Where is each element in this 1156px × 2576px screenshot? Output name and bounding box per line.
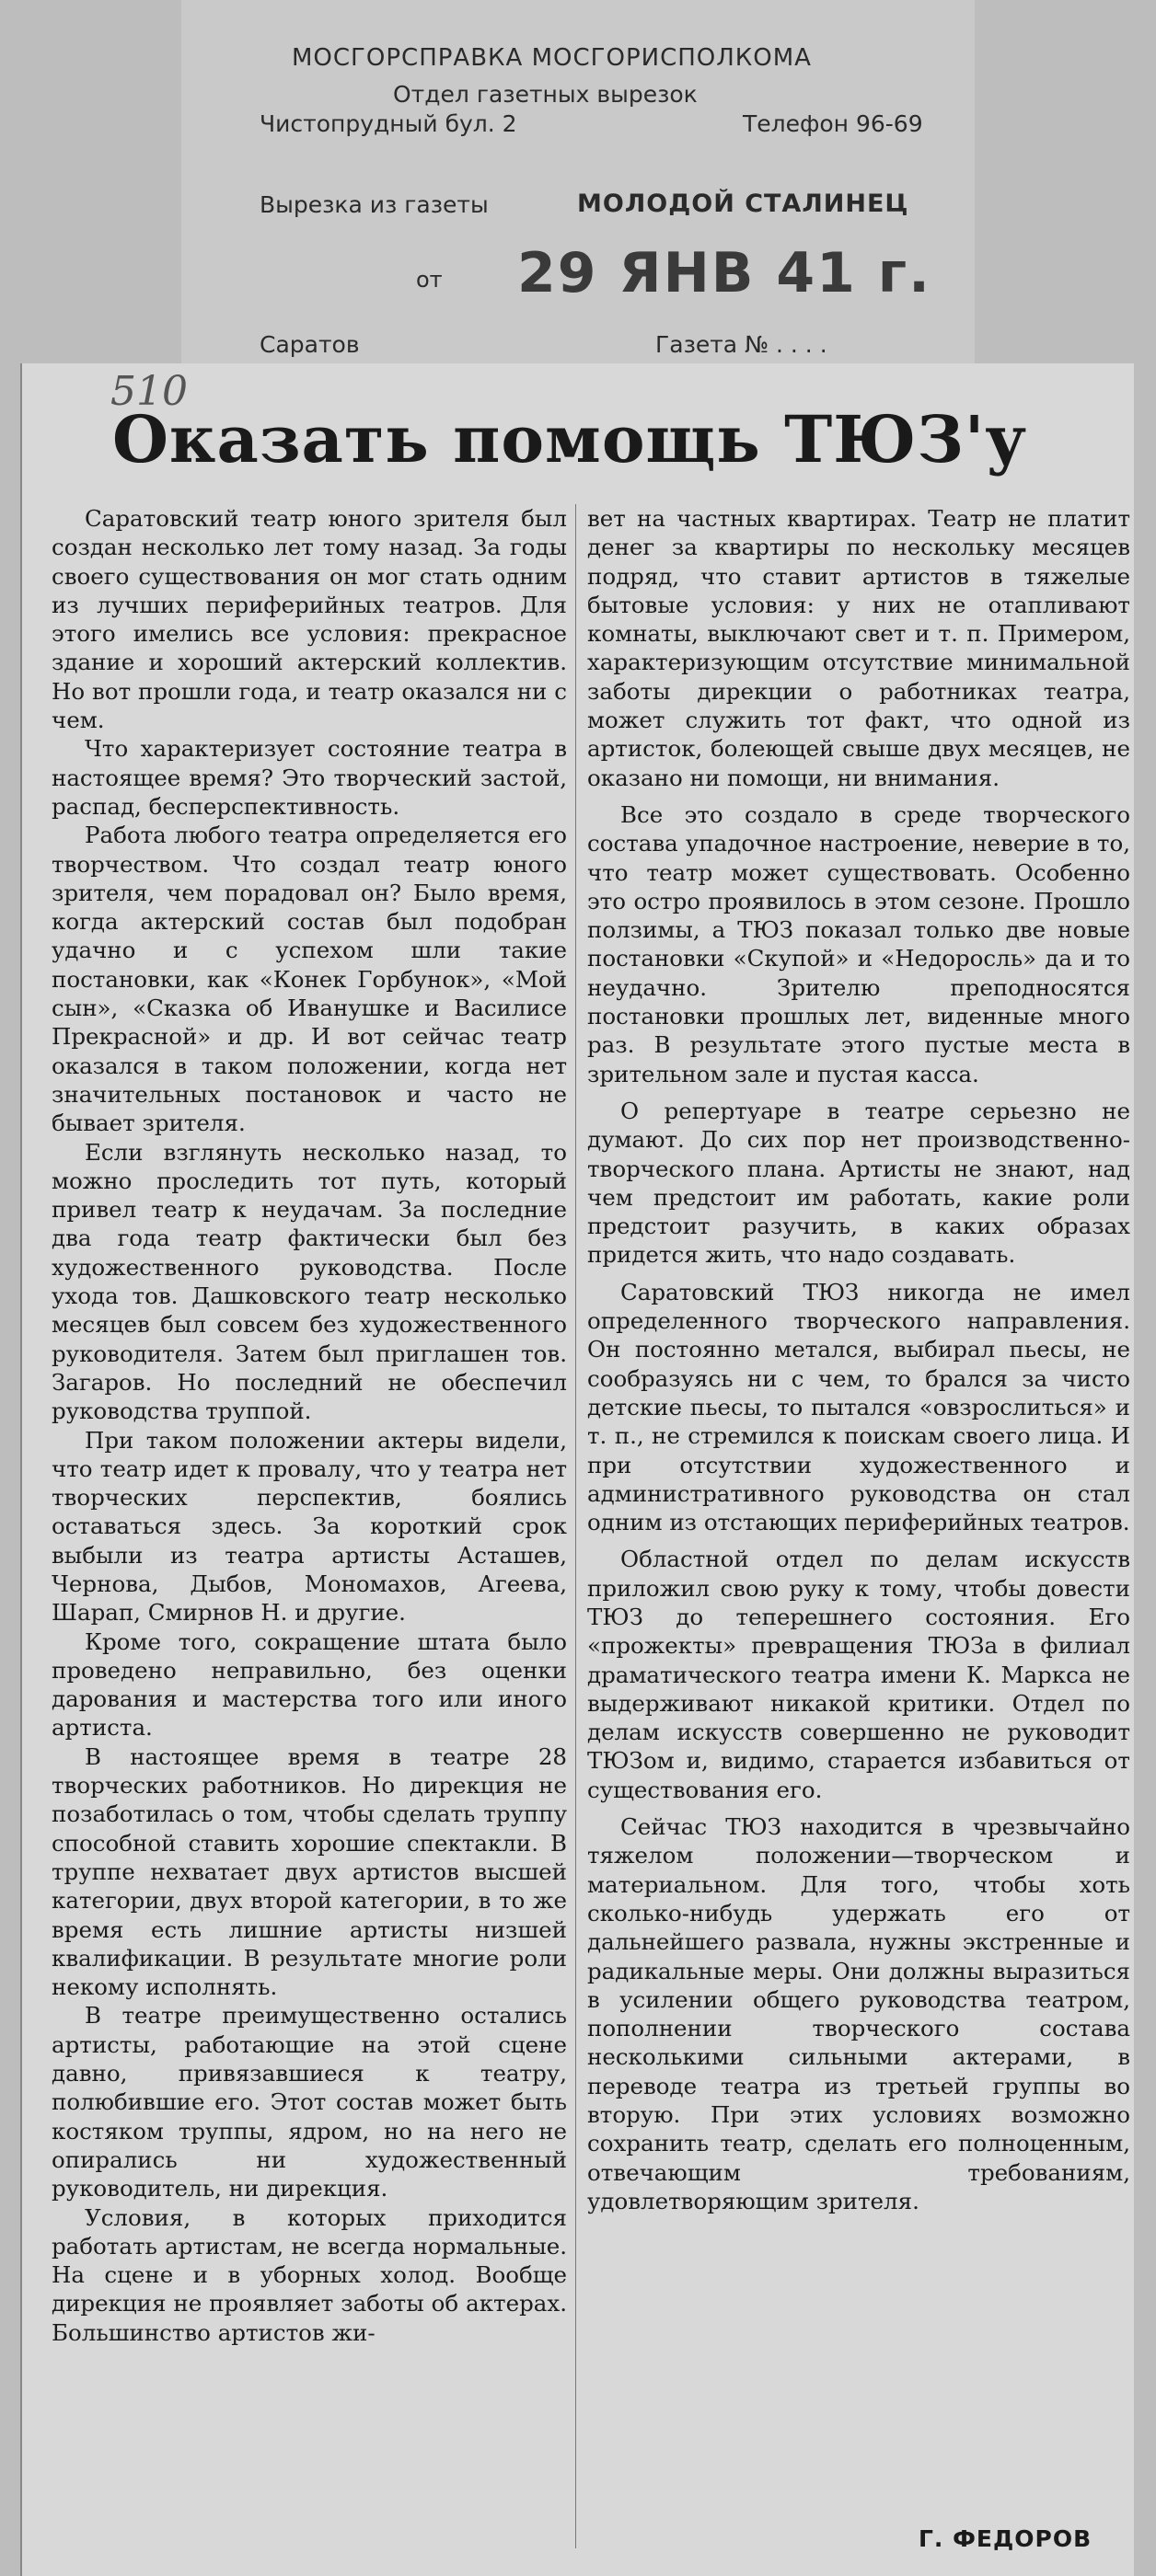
paragraph: О репертуаре в театре серьезно не думают. До сих пор нет производственно-творческого плана. Артисты не знают, над чем предстоит им работать, какие роли предстоит разучить, в каких образах придется жить, что надо создавать. xyxy=(587,1097,1130,1269)
paragraph: Если взглянуть несколько назад, то можно проследить тот путь, который привел театр к неудачам. За последние два года театр фактически был без художественного руководства. После ухода тов. Дашковского театр несколько месяцев был совсем без художественного руководителя. Затем был приглашен тов. Загаров. Но последний не обеспечил руководства труппой. xyxy=(52,1138,567,1425)
author-signature: Г. ФЕДОРОВ xyxy=(919,2525,1092,2552)
paragraph: вет на частных квартирах. Театр не платит денег за квартиры по нескольку месяцев подряд, что ставит артистов в тяжелые бытовые условия: у них не отапливают комнаты, выключают свет и т. п. Примером, характеризующим отсутствие минимальной заботы дирекции о работниках театра, может служить тот факт, что одной из артисток, болеющей свыше двух месяцев, не оказано ни помощи, ни внимания. xyxy=(587,505,1130,791)
paragraph: Работа любого театра определяется его творчеством. Что создал театр юного зрителя, чем порадовал он? Было время, когда актерский состав был подобран удачно и с успехом шли такие постановки, как «Конек Горбунок», «Мой сын», «Сказка об Иванушке и Василисе Прекрасной» и др. И вот сейчас театр оказался в таком положении, когда нет значительных постановок и часто не бывает зрителя. xyxy=(52,822,567,1137)
stamp-issue: Газета № . . . . xyxy=(655,331,827,358)
clipping-service-stamp xyxy=(181,0,975,363)
stamp-clip-label: Вырезка из газеты xyxy=(260,191,489,218)
stamp-date: 29 ЯНВ 41 г. xyxy=(517,241,931,305)
stamp-city: Саратов xyxy=(260,331,360,358)
stamp-org: МОСГОРСПРАВКА МОСГОРИСПОЛКОМА xyxy=(292,44,812,72)
paragraph: В театре преимущественно остались артисты, работающие на этой сцене давно, привязавшиеся к театру, полюбившие его. Этот состав может быть костяком труппы, ядром, но на него не опирались ни художественный руководитель, ни дирекция. xyxy=(52,2002,567,2202)
stamp-newspaper: МОЛОДОЙ СТАЛИНЕЦ xyxy=(577,190,909,218)
stamp-phone: Телефон 96-69 xyxy=(743,110,923,137)
paragraph: Сейчас ТЮЗ находится в чрезвычайно тяжелом положении—творческом и материальном. Для того, чтобы хоть сколько-нибудь удержать его от дальнейшего развала, нужны экстренные и радикальные меры. Они должны выразиться в усилении общего руководства театром, пополнении творческого состава несколькими сильными актерами, в переводе театра из третьей группы во вторую. При этих условиях возможно сохранить театр, сделать его полноценным, отвечающим требованиям, удовлетворяющим зрителя. xyxy=(587,1813,1130,2214)
paragraph: При таком положении актеры видели, что театр идет к провалу, что у театра нет творческих перспектив, боялись оставаться здесь. За короткий срок выбыли из театра артисты Асташев, Чернова, Дыбов, Мономахов, Агеева, Шарап, Смирнов Н. и другие. xyxy=(52,1426,567,1627)
paragraph: Саратовский театр юного зрителя был создан несколько лет тому назад. За годы своего существования он мог стать одним из лучших периферийных театров. Для этого имелись все условия: прекрасное здание и хороший актерский коллектив. Но вот прошли года, и театр оказался ни с чем. xyxy=(52,505,567,734)
handwritten-number: 510 xyxy=(110,368,188,415)
paragraph: Саратовский ТЮЗ никогда не имел определенного творческого направления. Он постоянно метался, выбирал пьесы, не сообразуясь ни с чем, то брался за чисто детские пьесы, то пытался «овзрослиться» и т. п., не стремился к поискам своего лица. И при отсутствии художественного и административного руководства он стал одним из отстающих периферийных театров. xyxy=(587,1278,1130,1536)
stamp-address: Чистопрудный бул. 2 xyxy=(260,110,517,137)
article-headline: Оказать помощь ТЮЗ'у xyxy=(111,401,1028,477)
paragraph: Кроме того, сокращение штата было проведено неправильно, без оценки дарования и мастерства того или иного артиста. xyxy=(52,1627,567,1742)
article-left-column xyxy=(52,504,567,2347)
stamp-dept: Отдел газетных вырезок xyxy=(393,81,698,108)
stamp-date-label: от xyxy=(416,267,443,293)
paragraph: Что характеризует состояние театра в настоящее время? Это творческий застой, распад, бесперспективность. xyxy=(52,735,567,820)
column-divider xyxy=(575,504,576,2548)
paragraph: Областной отдел по делам искусств приложил свою руку к тому, чтобы довести ТЮЗ до теперешнего состояния. Его «прожекты» превращения ТЮЗа в филиал драматического театра имени К. Маркса не выдерживают никакой критики. Отдел по делам искусств совершенно не руководит ТЮЗом и, видимо, старается избавиться от существования его. xyxy=(587,1546,1130,1803)
paragraph: Все это создало в среде творческого состава упадочное настроение, неверие в то, что театр может существовать. Особенно это остро проявилось в этом сезоне. Прошло ползимы, а ТЮЗ показал только две новые постановки «Скупой» и «Недоросль» да и то неудачно. Зрителю преподносятся постановки прошлых лет, виденные много раз. В результате этого пустые места в зрительном зале и пустая касса. xyxy=(587,800,1130,1087)
paragraph: В настоящее время в театре 28 творческих работников. Но дирекция не позаботилась о том, чтобы сделать труппу способной ставить хорошие спектакли. В труппе нехватает двух артистов высшей категории, двух второй категории, в то же время есть лишние артисты низшей квалификации. В результате многие роли некому исполнять. xyxy=(52,1742,567,2001)
paragraph: Условия, в которых приходится работать артистам, не всегда нормальные. На сцене и в уборных холод. Вообще дирекция не проявляет заботы об актерах. Большинство артистов жи- xyxy=(52,2203,567,2346)
article-right-column xyxy=(587,504,1130,2215)
